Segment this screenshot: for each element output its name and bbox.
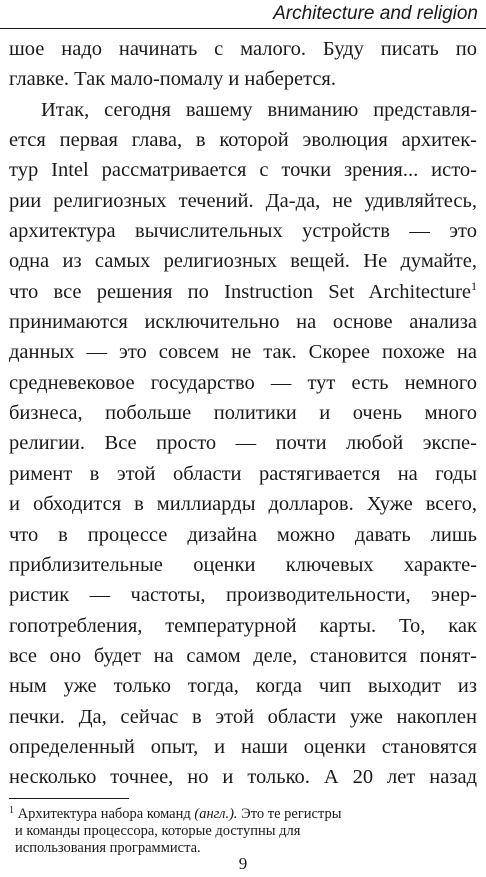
body-text — [9, 34, 477, 793]
footnote-divider — [9, 798, 129, 799]
footnote-text-rest: Это те регистры — [237, 806, 342, 822]
body-line: ется первая глава, в которой эволюция архитек- — [9, 129, 477, 152]
body-line: шое надо начинать с малого. Буду писать по — [9, 38, 477, 60]
footnote-text: Архитектура набора команд — [17, 806, 195, 822]
body-line: Итак, сегодня вашему вниманию представля- — [41, 98, 477, 121]
body-line: средневековое государство — тут есть немного — [9, 371, 477, 394]
body-line: печки. Да, сейчас в этой области уже накоплен — [9, 705, 477, 728]
body-line: религии. Все просто — почти любой экспе- — [9, 432, 477, 455]
body-line: главке. Так мало-помалу и наберется. — [9, 68, 336, 91]
footnote-line — [9, 806, 477, 823]
body-line: данных — это совсем не так. Скорее похоже на — [9, 341, 477, 364]
body-line: гопотребления, температурной карты. То, как — [9, 614, 477, 637]
footnote-line: использования программиста. — [15, 840, 201, 856]
body-line: ным уже только тогда, когда чип выходит из — [9, 675, 477, 698]
body-line: ристик — частоты, производительности, энер- — [9, 584, 477, 607]
running-header — [0, 0, 486, 29]
page-number: 9 — [238, 854, 248, 873]
body-line: приблизительные оценки ключевых характе- — [9, 553, 477, 576]
footnote-number: 1 — [9, 805, 14, 816]
body-line: принимаются исключительно на основе анализа — [9, 311, 477, 334]
body-line: что в процессе дизайна можно давать лишь — [9, 523, 477, 546]
body-line: определенный опыт, и наши оценки становятся — [9, 735, 477, 758]
body-line: римент в этой области растягивается на годы — [9, 462, 477, 485]
body-line: рии религиозных течений. Да-да, не удивляйтесь, — [9, 189, 477, 212]
body-line: все оно будет на самом деле, становится понят- — [9, 644, 477, 667]
footnote-italic-text: (англ.). — [194, 806, 238, 822]
running-header-title: Architecture and religion — [273, 3, 478, 24]
body-line: архитектура вычислительных устройств — это — [9, 220, 477, 243]
body-line: одна из самых религиозных вещей. Не думайте, — [9, 250, 477, 273]
body-line: несколько точнее, но и только. А 20 лет назад — [9, 766, 477, 789]
footnote-reference[interactable]: 1 — [471, 278, 477, 293]
body-line-text: что все решения по Instruction Set Architecture — [9, 280, 471, 303]
footnote-line: и команды процессора, которые доступны для — [15, 823, 301, 839]
footnote — [9, 806, 477, 857]
body-line: тур Intel рассматривается с точки зрения... исто- — [9, 159, 477, 182]
body-line-with-footnote-ref — [9, 277, 477, 307]
body-line: и обходится в миллиарды долларов. Хуже всего, — [9, 493, 477, 516]
body-line: бизнеса, побольше политики и очень много — [9, 402, 477, 425]
